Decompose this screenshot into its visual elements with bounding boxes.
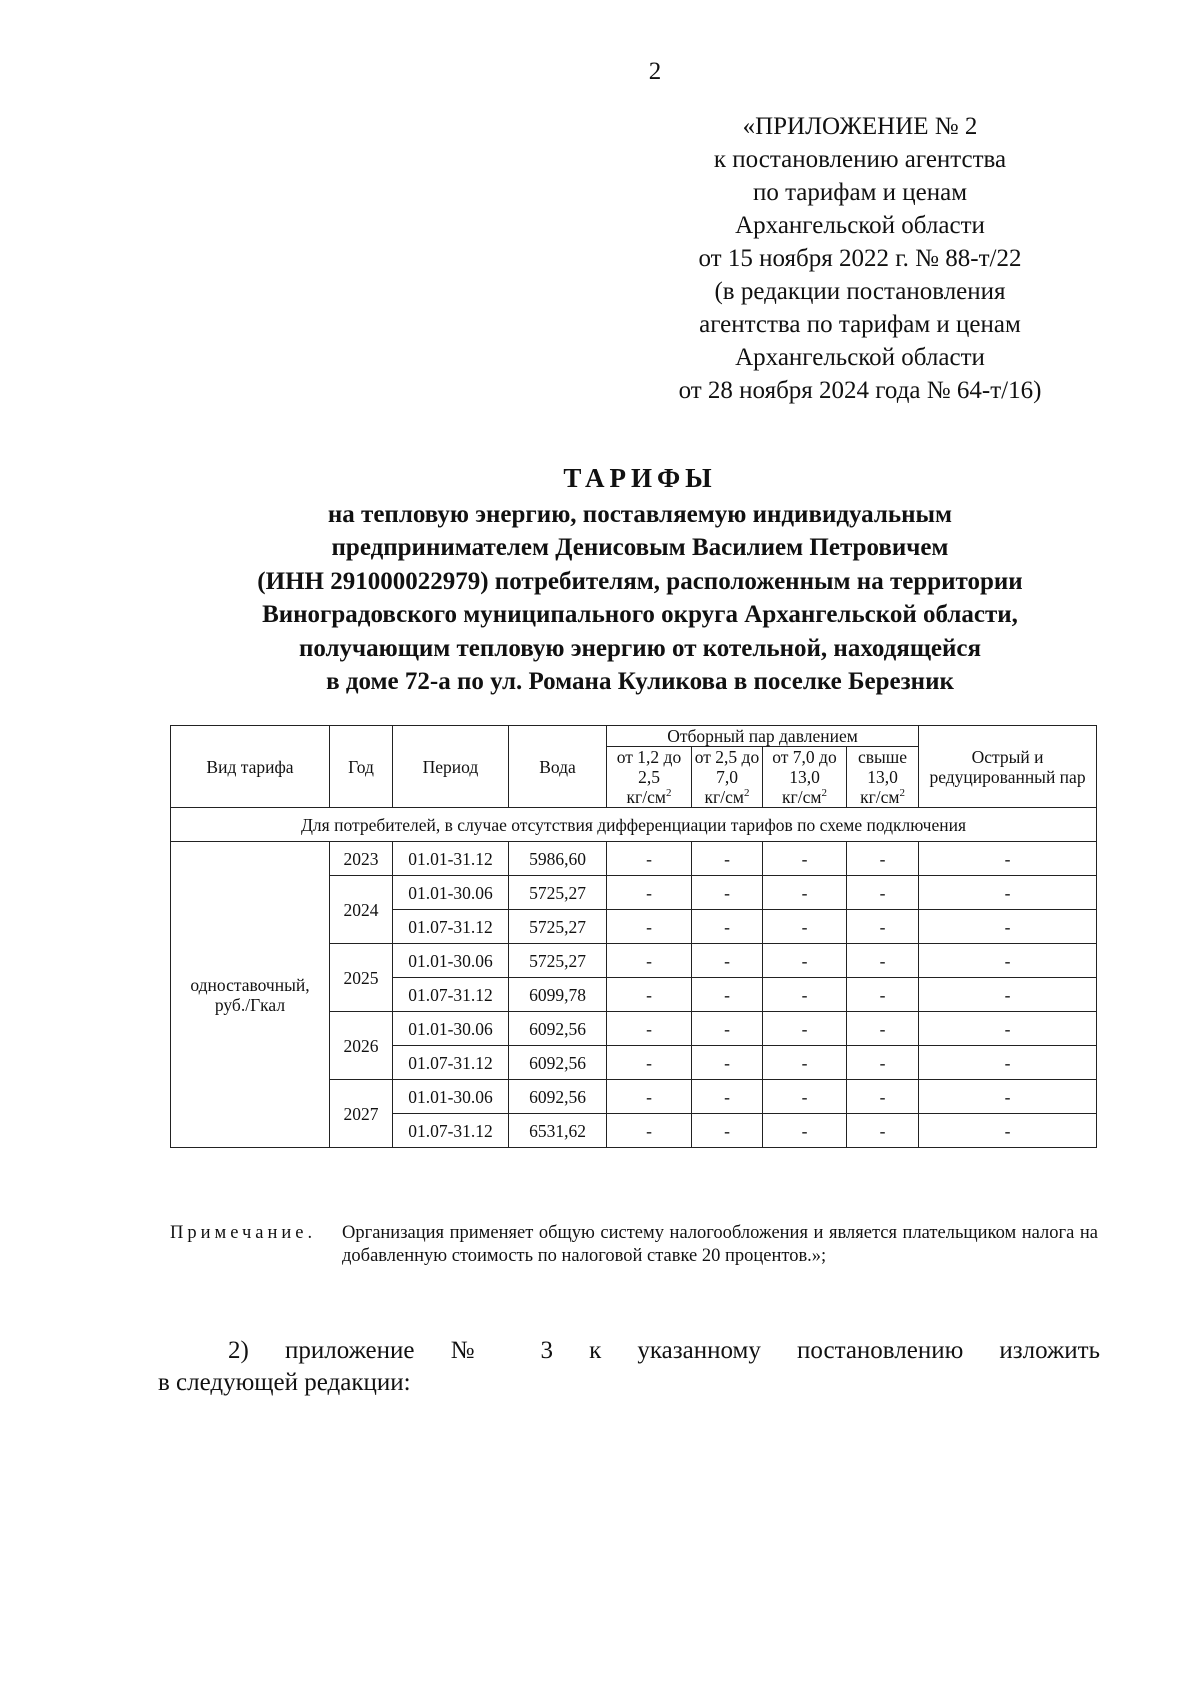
dash-cell: -	[919, 1046, 1097, 1080]
dash-cell: -	[847, 1080, 919, 1114]
note-text: Организация применяет общую систему налогообложения и является плательщиком налога на добавленную стоимость по налоговой ставке 20 процентов.»;	[342, 1223, 1098, 1266]
dash-cell: -	[847, 1046, 919, 1080]
period-cell: 01.07-31.12	[393, 1114, 509, 1148]
appendix-line: агентства по тарифам и ценам	[699, 311, 1021, 338]
header-sharp-steam: Острый и редуцированный пар	[919, 726, 1097, 808]
dash-cell: -	[692, 978, 763, 1012]
dash-cell: -	[607, 842, 692, 876]
dash-cell: -	[692, 1012, 763, 1046]
year-cell: 2027	[330, 1080, 393, 1148]
period-cell: 01.07-31.12	[393, 978, 509, 1012]
year-cell: 2026	[330, 1012, 393, 1080]
water-cell: 5725,27	[509, 944, 607, 978]
header-pressure-3: от 7,0 до 13,0 $кг/см^2$	[763, 747, 847, 808]
title-line: (ИНН 291000022979) потребителям, расположенным на территории	[257, 567, 1023, 595]
title-line: Виноградовского муниципального округа Архангельской области,	[262, 601, 1018, 628]
title-heading: ТАРИФЫ	[563, 463, 717, 493]
period-cell: 01.07-31.12	[393, 1046, 509, 1080]
appendix-line: Архангельской области	[735, 344, 985, 371]
header-pressure-1: от 1,2 до 2,5 $кг/см^2$	[607, 747, 692, 808]
water-cell: 6531,62	[509, 1114, 607, 1148]
dash-cell: -	[919, 1114, 1097, 1148]
dash-cell: -	[607, 978, 692, 1012]
dash-cell: -	[919, 944, 1097, 978]
appendix-line: «ПРИЛОЖЕНИЕ № 2	[742, 113, 978, 140]
title-line: предпринимателем Денисовым Василием Петровичем	[331, 534, 949, 561]
year-cell: 2025	[330, 944, 393, 1012]
dash-cell: -	[607, 1114, 692, 1148]
water-cell: 6092,56	[509, 1046, 607, 1080]
dash-cell: -	[692, 876, 763, 910]
dash-cell: -	[919, 910, 1097, 944]
dash-cell: -	[919, 842, 1097, 876]
water-cell: 5725,27	[509, 876, 607, 910]
title-line: на тепловую энергию, поставляемую индивидуальным	[327, 500, 953, 528]
dash-cell: -	[763, 1114, 847, 1148]
consumer-group-row: Для потребителей, в случае отсутствия дифференциации тарифов по схеме подключения	[171, 808, 1097, 842]
period-cell: 01.01-30.06	[393, 1080, 509, 1114]
water-cell: 6092,56	[509, 1080, 607, 1114]
dash-cell: -	[607, 910, 692, 944]
table-row	[171, 842, 1097, 876]
paragraph-second-line: в следующей редакции:	[158, 1369, 411, 1396]
water-cell: 5725,27	[509, 910, 607, 944]
header-year: Год	[330, 726, 393, 808]
document-title	[150, 462, 1130, 699]
dash-cell: -	[919, 1012, 1097, 1046]
appendix-line: от 28 ноября 2024 года № 64-т/16)	[678, 377, 1042, 404]
period-cell: 01.01-30.06	[393, 876, 509, 910]
dash-cell: -	[763, 944, 847, 978]
dash-cell: -	[692, 1046, 763, 1080]
dash-cell: -	[763, 1046, 847, 1080]
dash-cell: -	[763, 910, 847, 944]
year-cell: 2024	[330, 876, 393, 944]
dash-cell: -	[763, 1080, 847, 1114]
paragraph-first-line: 2) приложение № 3 к указанному постановлению изложить	[228, 1337, 1100, 1364]
title-line: получающим тепловую энергию от котельной, находящейся	[298, 634, 982, 662]
water-cell: 5986,60	[509, 842, 607, 876]
tariff-type-cell: одноставочный, руб./Гкал	[171, 842, 330, 1148]
header-tariff-type: Вид тарифа	[171, 726, 330, 808]
header-pressure-2: от 2,5 до 7,0 $кг/см^2$	[692, 747, 763, 808]
appendix-header	[640, 110, 1080, 407]
water-cell: 6099,78	[509, 978, 607, 1012]
appendix-line: к постановлению агентства	[713, 146, 1007, 173]
page-number: 2	[648, 58, 662, 85]
dash-cell: -	[692, 1114, 763, 1148]
period-cell: 01.01-30.06	[393, 944, 509, 978]
year-cell: 2023	[330, 842, 393, 876]
dash-cell: -	[607, 944, 692, 978]
dash-cell: -	[692, 842, 763, 876]
dash-cell: -	[692, 944, 763, 978]
dash-cell: -	[692, 910, 763, 944]
dash-cell: -	[847, 1012, 919, 1046]
tariff-table	[170, 725, 1097, 1148]
appendix-line: от 15 ноября 2022 г. № 88-т/22	[698, 245, 1022, 272]
dash-cell: -	[763, 842, 847, 876]
dash-cell: -	[847, 978, 919, 1012]
header-water: Вода	[509, 726, 607, 808]
dash-cell: -	[919, 876, 1097, 910]
dash-cell: -	[607, 1080, 692, 1114]
appendix-line: Архангельской области	[735, 212, 985, 239]
dash-cell: -	[607, 876, 692, 910]
dash-cell: -	[847, 842, 919, 876]
dash-cell: -	[607, 1046, 692, 1080]
title-line: в доме 72-а по ул. Романа Куликова в поселке Березник	[326, 668, 954, 695]
amendment-paragraph	[158, 1335, 1100, 1399]
period-cell: 01.01-30.06	[393, 1012, 509, 1046]
dash-cell: -	[847, 910, 919, 944]
appendix-line: по тарифам и ценам	[752, 179, 968, 206]
dash-cell: -	[763, 1012, 847, 1046]
period-cell: 01.07-31.12	[393, 910, 509, 944]
header-selected-steam: Отборный пар давлением	[607, 726, 919, 747]
header-pressure-4: свыше 13,0 $кг/см^2$	[847, 747, 919, 808]
dash-cell: -	[607, 1012, 692, 1046]
dash-cell: -	[763, 978, 847, 1012]
note-label: Примечание.	[170, 1223, 317, 1243]
period-cell: 01.01-31.12	[393, 842, 509, 876]
dash-cell: -	[847, 1114, 919, 1148]
appendix-line: (в редакции постановления	[714, 278, 1006, 305]
dash-cell: -	[692, 1080, 763, 1114]
dash-cell: -	[847, 944, 919, 978]
water-cell: 6092,56	[509, 1012, 607, 1046]
dash-cell: -	[763, 876, 847, 910]
dash-cell: -	[919, 1080, 1097, 1114]
dash-cell: -	[847, 876, 919, 910]
dash-cell: -	[919, 978, 1097, 1012]
header-period: Период	[393, 726, 509, 808]
